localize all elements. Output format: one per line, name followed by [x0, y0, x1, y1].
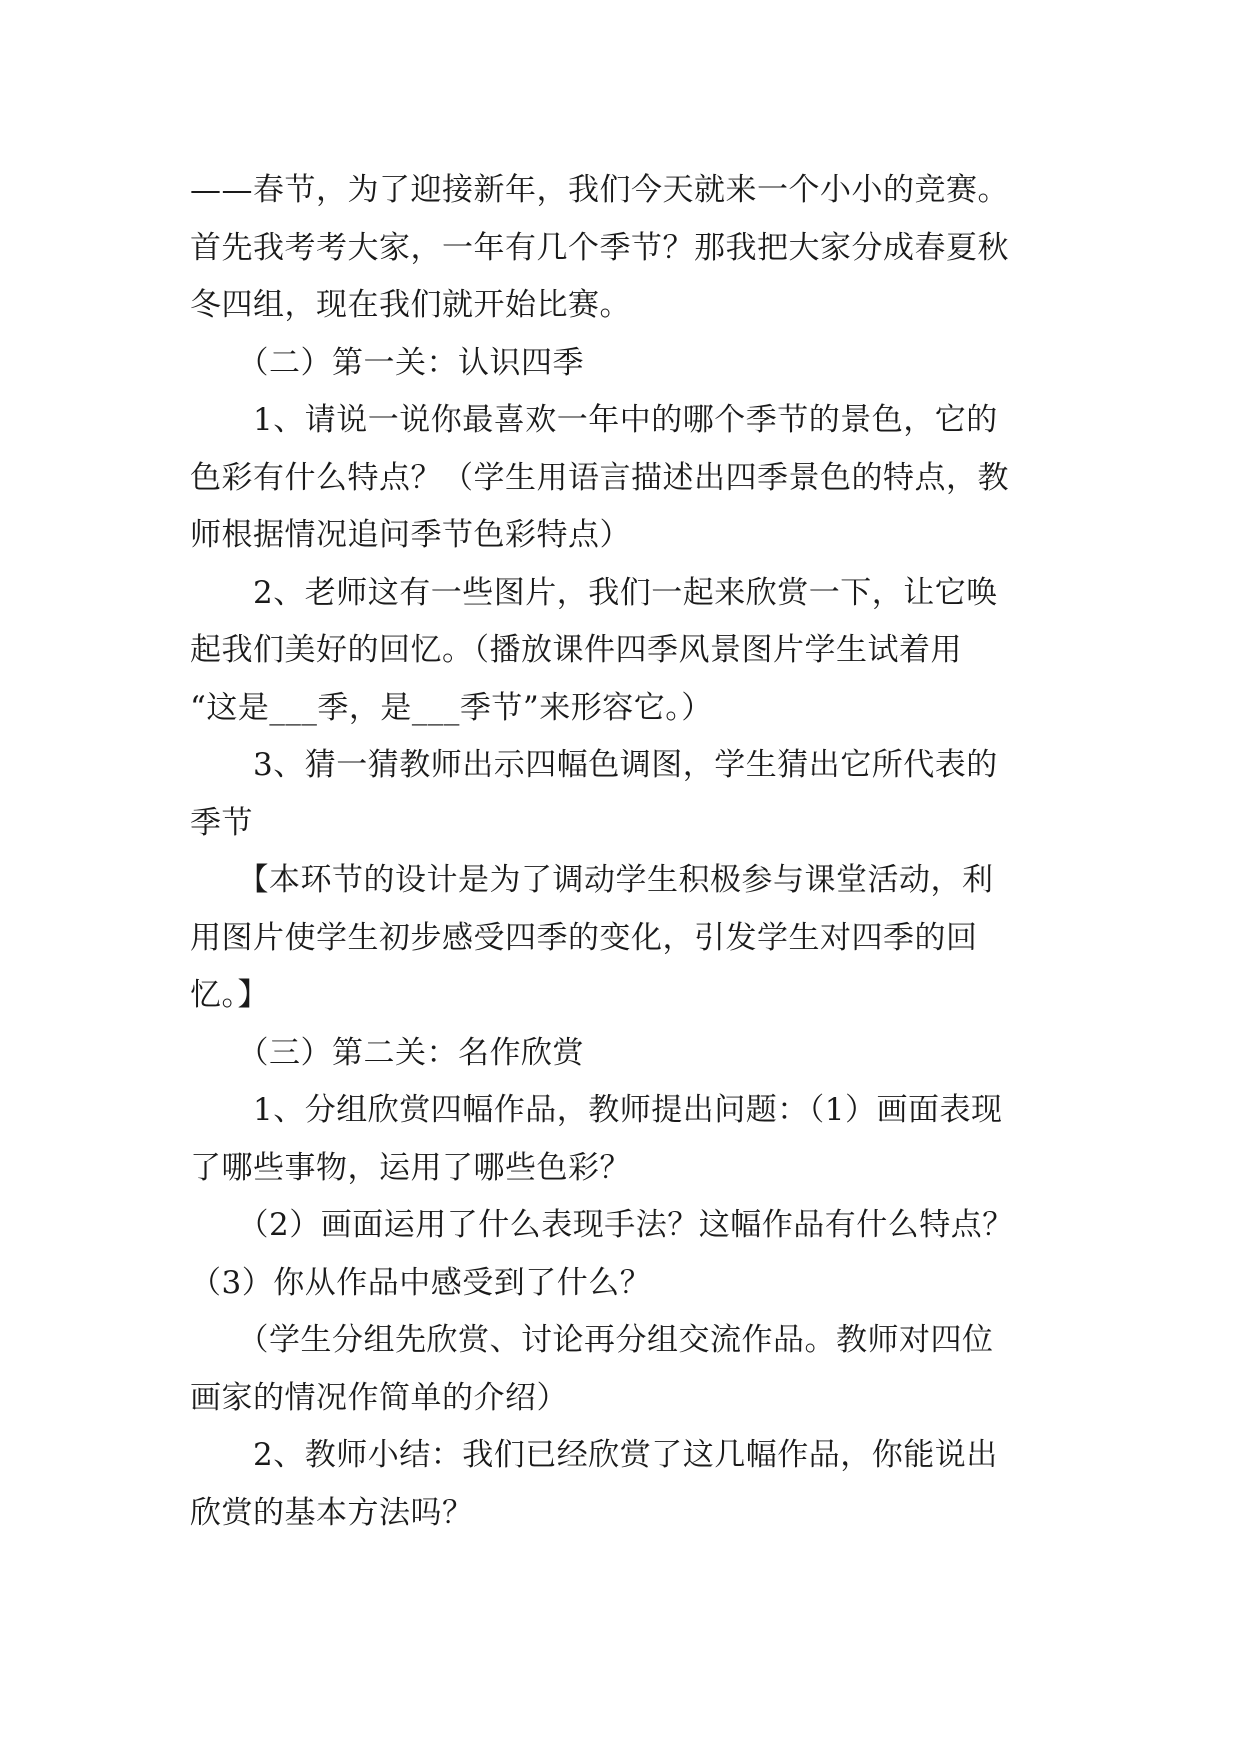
text-line: 2、老师这有一些图片，我们一起来欣赏一下，让它唤 — [190, 574, 998, 611]
text-line: 2、教师小结：我们已经欣赏了这几幅作品，你能说出 — [190, 1437, 998, 1473]
body-text — [190, 162, 1052, 1542]
note-line: 【本环节的设计是为了调动学生积极参与课堂活动，利 — [190, 862, 994, 898]
text-line: （3）你从作品中感受到了什么？ — [190, 1264, 652, 1301]
text-line: 3、猜一猜教师出示四幅色调图，学生猜出它所代表的 — [190, 747, 998, 783]
section-heading: （三）第二关：名作欣赏 — [190, 1034, 584, 1071]
text-line: 季节 — [190, 804, 253, 841]
text-line: “这是___季，是___季节”来形容它。） — [190, 689, 713, 726]
section-heading: （二）第一关：认识四季 — [190, 344, 584, 381]
text-line: 1、请说一说你最喜欢一年中的哪个季节的景色，它的 — [190, 402, 998, 438]
text-line: （2）画面运用了什么表现手法？这幅作品有什么特点？ — [190, 1207, 1014, 1243]
text-line: 欣赏的基本方法吗？ — [190, 1494, 474, 1531]
text-line: 师根据情况追问季节色彩特点） — [190, 517, 631, 553]
text-line: 起我们美好的回忆。（播放课件四季风景图片学生试着用 — [190, 632, 962, 668]
text-line: 冬四组，现在我们就开始比赛。 — [190, 287, 631, 323]
text-line: （学生分组先欣赏、讨论再分组交流作品。教师对四位 — [190, 1322, 994, 1358]
text-line: ——春节，为了迎接新年，我们今天就来一个小小的竞赛。 — [190, 172, 1009, 208]
text-line: 了哪些事物，运用了哪些色彩？ — [190, 1149, 631, 1186]
text-line: 1、分组欣赏四幅作品，教师提出问题：（1）画面表现 — [190, 1092, 1003, 1128]
text-line: 画家的情况作简单的介绍） — [190, 1379, 568, 1416]
text-line: 首先我考考大家，一年有几个季节？那我把大家分成春夏秋 — [190, 229, 1009, 266]
note-line: 忆。】 — [190, 977, 269, 1013]
text-line: 色彩有什么特点？（学生用语言描述出四季景色的特点，教 — [190, 459, 1009, 496]
note-line: 用图片使学生初步感受四季的变化，引发学生对四季的回 — [190, 919, 978, 956]
